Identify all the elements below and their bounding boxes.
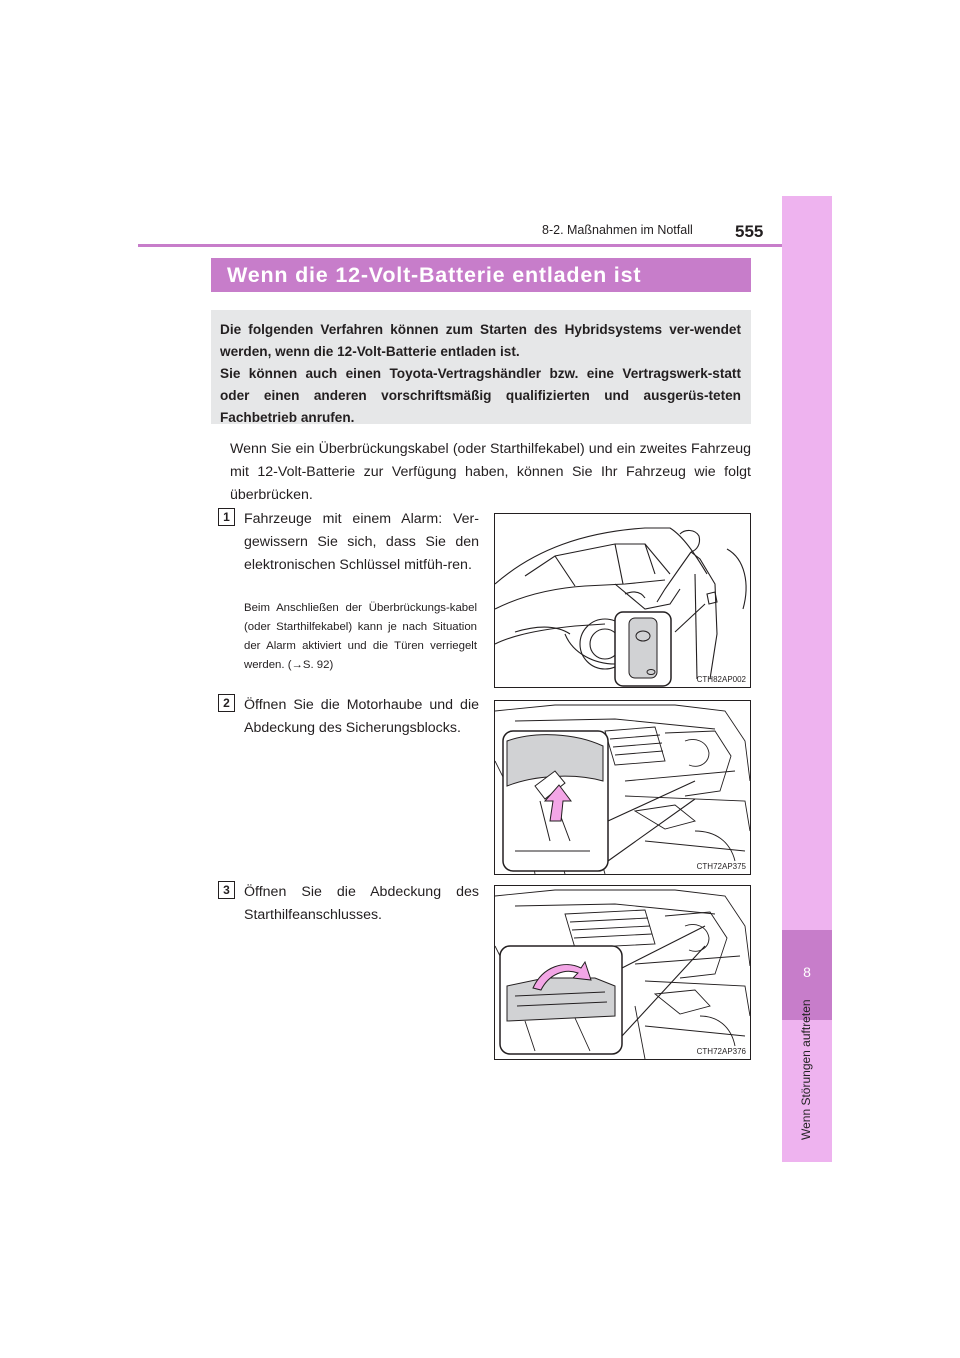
figure-1-code: CTH82AP002 bbox=[696, 675, 746, 684]
step-1-text: Fahrzeuge mit einem Alarm: Ver-gewissern Sie sich, dass Sie den elektronischen Schlüssel mitfüh-ren. bbox=[244, 511, 479, 573]
page-number: 555 bbox=[735, 222, 764, 241]
intro-text: Die folgenden Verfahren können zum Starten des Hybridsystems ver-wendet werden, wenn die 12-Volt-Batterie entladen ist. Sie können auch einen Toyota-Vertragshändler bzw. eine Vertragswerk-statt oder einen anderen vorschriftsmäßig qualifizierten und ausgerüs-teten Fachbetrieb anrufen. bbox=[220, 322, 741, 425]
chapter-title-wrap bbox=[782, 940, 832, 1160]
engine-bay-illustration-2 bbox=[495, 886, 750, 1059]
intro-box bbox=[211, 310, 751, 424]
engine-bay-illustration-1 bbox=[495, 701, 750, 874]
figure-3-code: CTH72AP376 bbox=[696, 1047, 746, 1056]
step-2-text: Öffnen Sie die Motorhaube und die Abdeckung des Sicherungsblocks. bbox=[244, 697, 479, 736]
step-1-badge: 1 bbox=[218, 508, 235, 526]
figure-2-code: CTH72AP375 bbox=[696, 862, 746, 871]
figure-key-car bbox=[494, 513, 751, 688]
step-3-text: Öffnen Sie die Abdeckung des Starthilfeanschlusses. bbox=[244, 884, 479, 923]
figure-jumper-terminal-cover bbox=[494, 885, 751, 1060]
lead-paragraph: Wenn Sie ein Überbrückungskabel (oder Starthilfekabel) und ein zweites Fahrzeug mit 12-Volt-Batterie zur Verfügung haben, können Sie Ihr Fahrzeug wie folgt überbrücken. bbox=[230, 441, 751, 503]
figure-fuse-cover bbox=[494, 700, 751, 875]
header-rule bbox=[138, 244, 832, 247]
chapter-number: 8 bbox=[803, 964, 811, 980]
step-2-badge: 2 bbox=[218, 694, 235, 712]
chapter-title: Wenn Störungen auftreten bbox=[799, 999, 813, 1140]
step-1-note: Beim Anschließen der Überbrückungs-kabel (oder Starthilfekabel) kann je nach Situation der Alarm aktiviert und die Türen verriegelt werden. (→S. 92) bbox=[244, 602, 477, 671]
step-3-badge: 3 bbox=[218, 881, 235, 899]
car-key-illustration bbox=[495, 514, 750, 687]
section-title: Wenn die 12-Volt-Batterie entladen ist bbox=[211, 258, 751, 292]
section-reference: 8-2. Maßnahmen im Notfall bbox=[542, 223, 693, 237]
